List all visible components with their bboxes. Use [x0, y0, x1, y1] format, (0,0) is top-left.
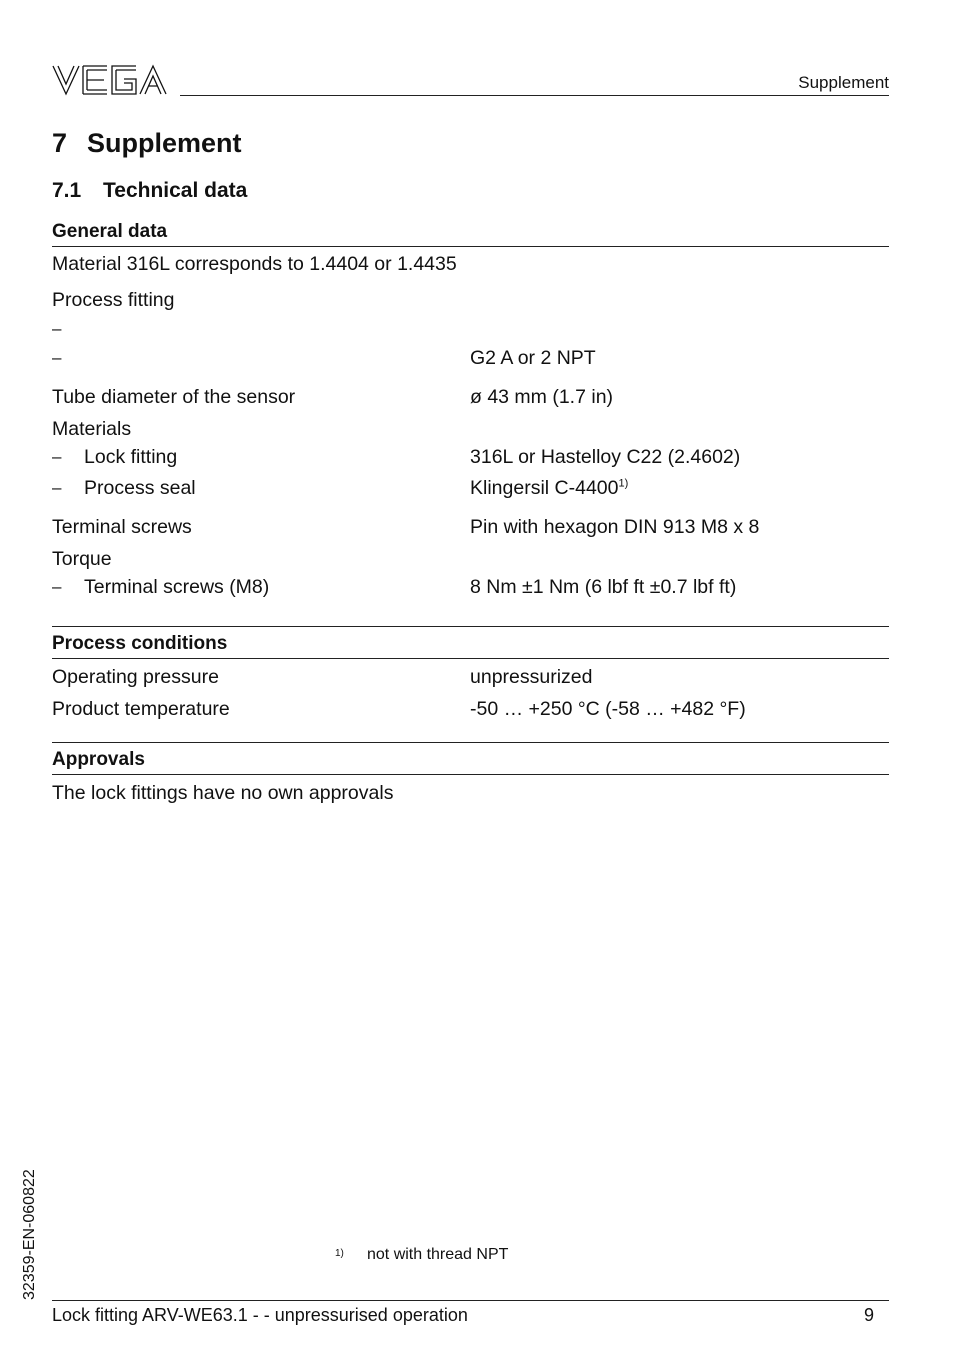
dash-marker: – — [52, 447, 62, 466]
torque-item-label: Terminal screws (M8) — [84, 576, 270, 598]
process-conditions-heading: Process conditions — [52, 633, 228, 654]
footer-title: Lock fitting ARV-WE63.1 - - unpressurised operation — [52, 1305, 468, 1325]
footer-rule — [52, 1300, 889, 1301]
product-temperature-label: Product temperature — [52, 698, 230, 720]
dash-marker: – — [52, 319, 62, 338]
general-data-rule — [52, 246, 889, 247]
footnote-mark: 1) — [335, 1248, 344, 1259]
product-temperature-value: -50 … +250 °C (-58 … +482 °F) — [470, 698, 746, 720]
material-text: Material 316L corresponds to 1.4404 or 1.4435 — [52, 253, 457, 275]
chapter-number: 7 — [52, 128, 68, 158]
vega-logo — [52, 64, 168, 96]
terminal-screws-label: Terminal screws — [52, 516, 192, 538]
lock-fitting-label: Lock fitting — [84, 446, 178, 468]
terminal-screws-value: Pin with hexagon DIN 913 M8 x 8 — [470, 516, 760, 538]
process-seal-label: Process seal — [84, 477, 196, 499]
footnote-ref: 1) — [618, 477, 629, 490]
approvals-text: The lock fittings have no own approvals — [52, 782, 394, 804]
materials-label: Materials — [52, 418, 132, 440]
tube-diameter-label: Tube diameter of the sensor — [52, 386, 296, 408]
document-code: 32359-EN-060822 — [21, 1169, 38, 1300]
approvals-top-rule — [52, 742, 889, 743]
process-conditions-rule — [52, 658, 889, 659]
running-header: Supplement — [798, 73, 889, 92]
dash-marker: – — [52, 478, 62, 497]
process-fitting-label: Process fitting — [52, 289, 175, 311]
header-rule — [180, 95, 889, 96]
tube-diameter-value: ø 43 mm (1.7 in) — [470, 386, 614, 408]
section-heading — [52, 179, 247, 203]
approvals-rule — [52, 774, 889, 775]
lock-fitting-value: 316L or Hastelloy C22 (2.4602) — [470, 446, 741, 468]
torque-item-value: 8 Nm ±1 Nm (6 lbf ft ±0.7 lbf ft) — [470, 576, 737, 598]
approvals-heading: Approvals — [52, 749, 145, 770]
section-title: Technical data — [103, 179, 248, 202]
operating-pressure-label: Operating pressure — [52, 666, 219, 688]
logo-text: VEGA — [52, 64, 55, 65]
section-number: 7.1 — [52, 179, 82, 202]
dash-marker: – — [52, 348, 62, 367]
process-seal-text: Klingersil C-4400 — [470, 477, 619, 499]
process-seal-value — [470, 477, 628, 500]
process-conditions-top-rule — [52, 626, 889, 627]
chapter-heading — [52, 128, 242, 159]
page-number: 9 — [864, 1305, 875, 1325]
torque-label: Torque — [52, 548, 112, 570]
footnote-text: not with thread NPT — [367, 1246, 509, 1263]
general-data-heading: General data — [52, 221, 168, 242]
operating-pressure-value: unpressurized — [470, 666, 593, 688]
chapter-title: Supplement — [87, 128, 242, 158]
dash-marker: – — [52, 577, 62, 596]
process-fitting-value: G2 A or 2 NPT — [470, 347, 596, 369]
